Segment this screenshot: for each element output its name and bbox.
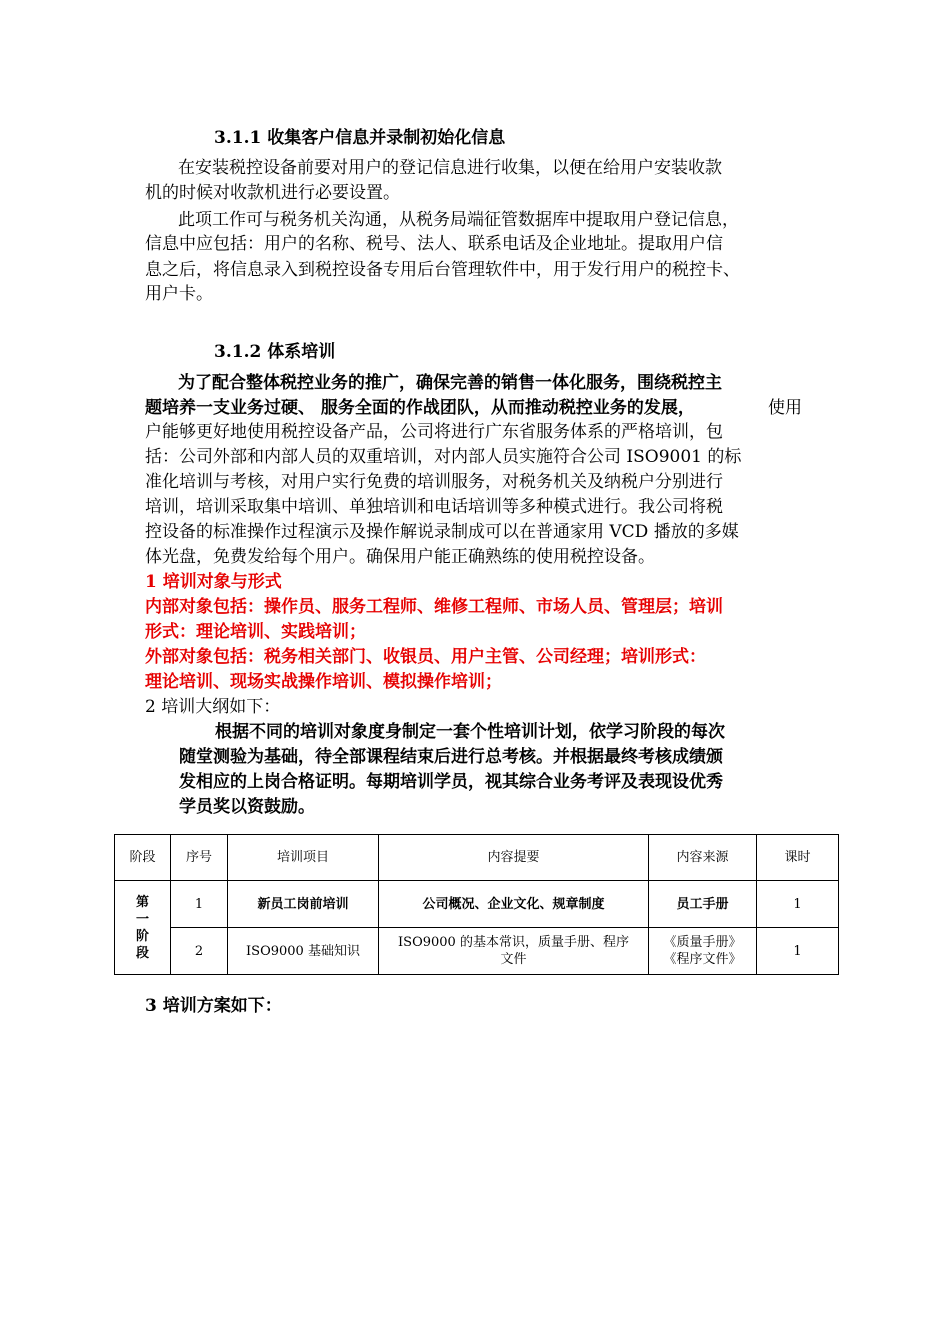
header-cell: 内容提要: [379, 835, 649, 881]
header-cell: 培训项目: [228, 835, 379, 881]
red-line: 理论培训、现场实战操作培训、模拟操作培训；: [145, 672, 502, 692]
heading-3-1-1: 3.1.1 收集客户信息并录制初始化信息: [214, 128, 506, 148]
hours-cell: 1: [757, 928, 839, 975]
table-header-row: [115, 835, 839, 881]
paragraph-line: 息之后，将信息录入到税控设备专用后台管理软件中，用于发行用户的税控卡、: [145, 260, 740, 280]
red-line: 形式：理论培训、实践培训；: [145, 622, 366, 642]
summary-cell: 公司概况、企业文化、规章制度: [379, 881, 649, 928]
source-line: 《质量手册》: [663, 935, 742, 950]
heading-3-1-2: 3.1.2 体系培训: [214, 342, 336, 362]
table-row: [115, 928, 839, 975]
section-title-training-targets: 1 培训对象与形式: [145, 572, 282, 592]
paragraph-line: 题培养一支业务过硬、 服务全面的作战团队，从而推动税控业务的发展，: [145, 398, 695, 418]
section-title-plan: 3 培训方案如下：: [145, 996, 282, 1016]
source-cell: [649, 928, 757, 975]
paragraph-line: 学员奖以资鼓励。: [179, 797, 315, 817]
row-number-cell: 2: [171, 928, 228, 975]
source-line: 《程序文件》: [663, 952, 742, 967]
header-cell: 课时: [757, 835, 839, 881]
paragraph-line: 控设备的标准操作过程演示及操作解说录制成可以在普通家用 VCD 播放的多媒: [145, 522, 739, 542]
paragraph-line: 培训，培训采取集中培训、单独培训和电话培训等多种模式进行。我公司将税: [145, 497, 723, 517]
row-number-cell: 1: [171, 881, 228, 928]
paragraph-line: 括：公司外部和内部人员的双重培训，对内部人员实施符合公司 ISO9001 的标: [145, 447, 742, 467]
header-cell: 内容来源: [649, 835, 757, 881]
paragraph-line: 在安装税控设备前要对用户的登记信息进行收集，以便在给用户安装收款: [178, 158, 722, 178]
section-title-outline: 2 培训大纲如下：: [145, 697, 281, 717]
paragraph-line: 用户卡。: [145, 284, 213, 304]
header-cell: 阶段: [115, 835, 171, 881]
stage-char: 第: [135, 894, 149, 910]
paragraph-line: 体光盘，免费发给每个用户。确保用户能正确熟练的使用税控设备。: [145, 547, 655, 567]
red-line: 内部对象包括：操作员、服务工程师、维修工程师、市场人员、管理层；培训: [145, 597, 723, 617]
paragraph-line: 根据不同的培训对象度身制定一套个性培训计划，依学习阶段的每次: [215, 722, 725, 742]
paragraph-line: 为了配合整体税控业务的推广，确保完善的销售一体化服务，围绕税控主: [178, 373, 722, 393]
paragraph-line: 机的时候对收款机进行必要设置。: [145, 183, 400, 203]
training-outline-table: [114, 834, 839, 975]
paragraph-line: 使用: [768, 398, 802, 418]
header-cell: 序号: [171, 835, 228, 881]
summary-line: ISO9000 的基本常识，质量手册、程序: [398, 935, 629, 950]
source-cell: 员工手册: [649, 881, 757, 928]
paragraph-line: 发相应的上岗合格证明。每期培训学员，视其综合业务考评及表现设优秀: [179, 772, 723, 792]
table-row: [115, 881, 839, 928]
stage-char: 阶: [135, 928, 149, 944]
summary-line: 文件: [500, 952, 527, 967]
item-cell: 新员工岗前培训: [228, 881, 379, 928]
stage-cell: [115, 881, 171, 975]
paragraph-line: 准化培训与考核，对用户实行免费的培训服务，对税务机关及纳税户分别进行: [145, 472, 723, 492]
paragraph-line: 户能够更好地使用税控设备产品，公司将进行广东省服务体系的严格培训，包: [145, 422, 723, 442]
hours-cell: 1: [757, 881, 839, 928]
summary-cell: [379, 928, 649, 975]
paragraph-line: 此项工作可与税务机关沟通，从税务局端征管数据库中提取用户登记信息，: [178, 210, 739, 230]
stage-char: 段: [135, 945, 149, 961]
stage-char: 一: [135, 911, 149, 927]
red-line: 外部对象包括：税务相关部门、收银员、用户主管、公司经理；培训形式：: [145, 647, 706, 667]
paragraph-line: 信息中应包括：用户的名称、税号、法人、联系电话及企业地址。提取用户信: [145, 234, 723, 254]
paragraph-line: 随堂测验为基础，待全部课程结束后进行总考核。并根据最终考核成绩颁: [179, 747, 723, 767]
item-cell: ISO9000 基础知识: [228, 928, 379, 975]
